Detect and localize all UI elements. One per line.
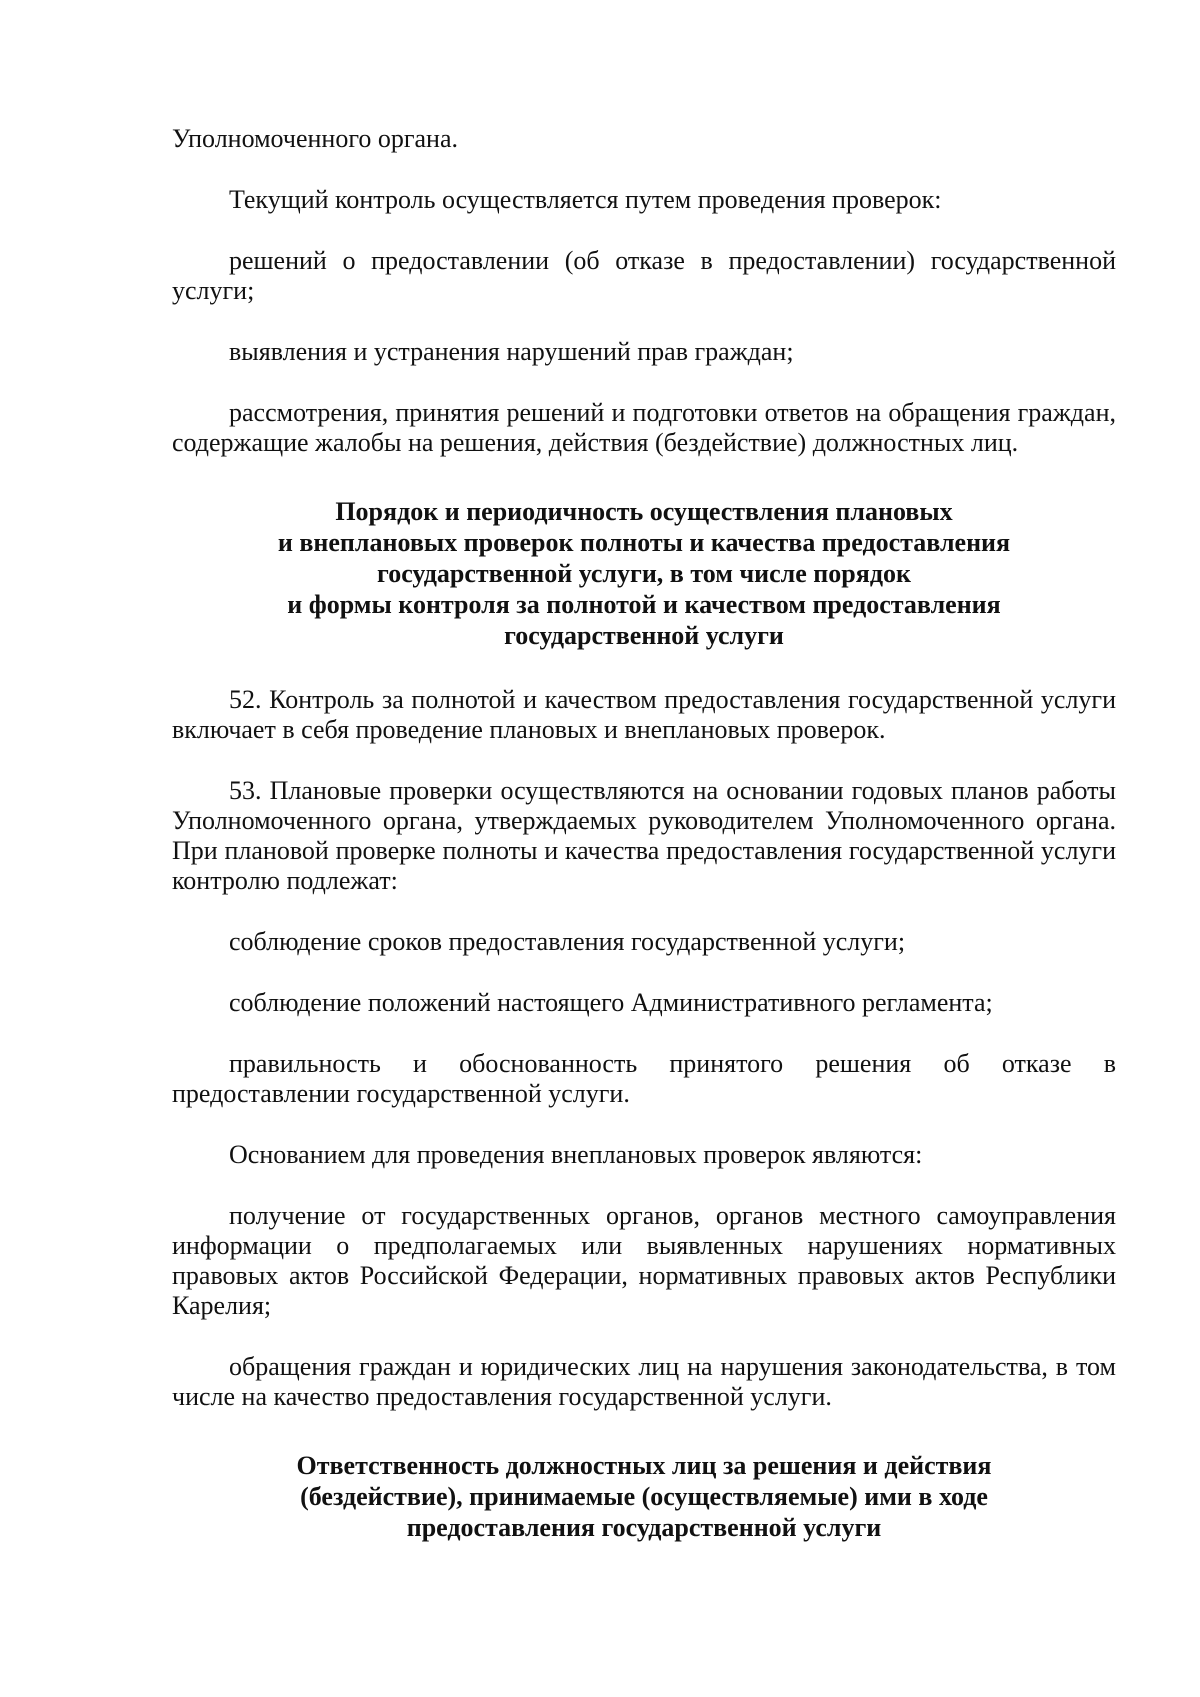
paragraph-52: 52. Контроль за полнотой и качеством предоставления государственной услуги включает в себя проведение плановых и внеплановых проверок. — [172, 685, 1116, 744]
document-body — [172, 124, 1116, 1543]
section-heading-responsibility — [172, 1450, 1116, 1543]
paragraph-violations: выявления и устранения нарушений прав граждан; — [229, 337, 794, 366]
heading-line: предоставления государственной услуги — [406, 1513, 882, 1542]
heading-line: (бездействие), принимаемые (осуществляемые) ими в ходе — [300, 1482, 988, 1511]
paragraph-regulation-provisions: соблюдение положений настоящего Административного регламента; — [229, 988, 993, 1017]
heading-line: и внеплановых проверок полноты и качества предоставления — [277, 528, 1011, 557]
paragraph-citizen-appeals: обращения граждан и юридических лиц на нарушения законодательства, в том числе на качество предоставления государственной услуги. — [172, 1352, 1116, 1411]
paragraph-information-received: получение от государственных органов, органов местного самоуправления информации о предполагаемых или выявленных нарушениях нормативных правовых актов Российской Федерации, нормативных правовых актов Республики Карелия; — [172, 1201, 1116, 1320]
heading-line: Порядок и периодичность осуществления плановых — [335, 497, 953, 526]
heading-line: Ответственность должностных лиц за решения и действия — [296, 1451, 992, 1480]
paragraph-53: 53. Плановые проверки осуществляются на основании годовых планов работы Уполномоченного органа, утверждаемых руководителем Уполномоченного органа. При плановой проверке полноты и качества предоставления государственной услуги контролю подлежат: — [172, 776, 1116, 895]
paragraph-current-control: Текущий контроль осуществляется путем проведения проверок: — [229, 185, 942, 214]
paragraph-decisions: решений о предоставлении (об отказе в предоставлении) государственной услуги; — [172, 246, 1116, 305]
paragraph-continuation: Уполномоченного органа. — [172, 124, 458, 153]
section-heading-inspections — [172, 496, 1116, 651]
heading-line: государственной услуги, в том числе порядок — [377, 559, 911, 588]
paragraph-deadlines: соблюдение сроков предоставления государственной услуги; — [229, 927, 906, 956]
paragraph-complaints: рассмотрения, принятия решений и подготовки ответов на обращения граждан, содержащие жалобы на решения, действия (бездействие) должностных лиц. — [172, 398, 1116, 457]
heading-line: и формы контроля за полнотой и качеством предоставления — [287, 590, 1001, 619]
paragraph-refusal-validity: правильность и обоснованность принятого решения об отказе в предоставлении государственной услуги. — [172, 1049, 1116, 1108]
heading-line: государственной услуги — [504, 621, 784, 650]
paragraph-unscheduled-grounds: Основанием для проведения внеплановых проверок являются: — [229, 1140, 923, 1169]
